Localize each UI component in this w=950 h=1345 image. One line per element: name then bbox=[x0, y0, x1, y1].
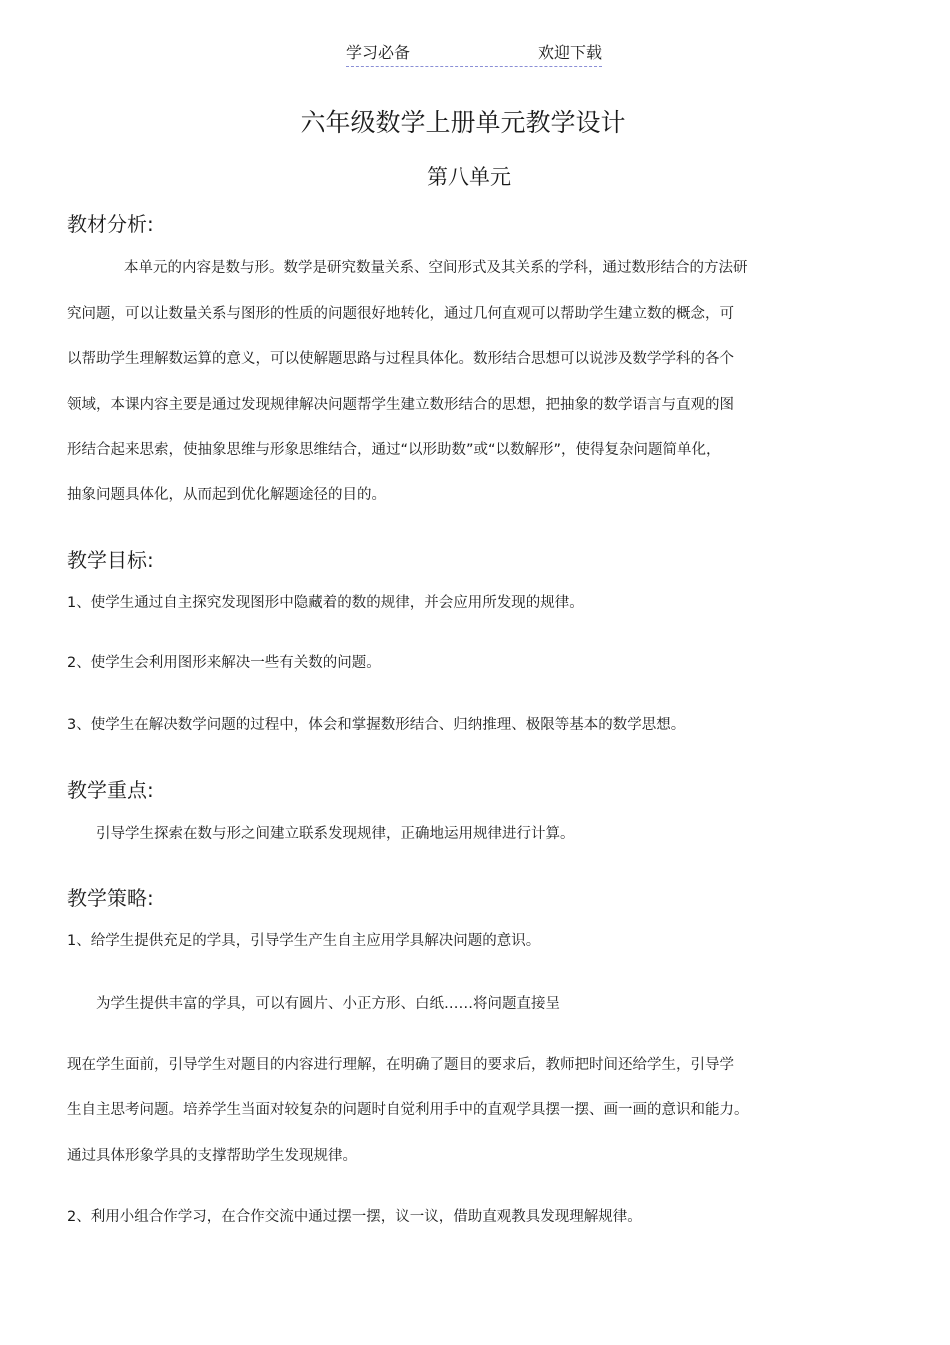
key-points-heading: 教学重点: bbox=[67, 778, 154, 802]
document-title: 六年级数学上册单元教学设计 bbox=[300, 108, 626, 137]
analysis-line-3: 以帮助学生理解数运算的意义，可以使解题思路与过程具体化。数形结合思想可以说涉及数学学科的各个 bbox=[67, 351, 734, 367]
strategy-line-3: 现在学生面前，引导学生对题目的内容进行理解，在明确了题目的要求后，教师把时间还给学生，引导学 bbox=[67, 1057, 734, 1073]
analysis-line-5: 形结合起来思索，使抽象思维与形象思维结合，通过“以形助数”或“以数解形”，使得复杂问题简单化， bbox=[67, 442, 721, 458]
goals-line-1: 1、使学生通过自主探究发现图形中隐藏着的数的规律，并会应用所发现的规律。 bbox=[67, 595, 584, 611]
document-subtitle: 第八单元 bbox=[427, 165, 511, 189]
strategy-line-5: 通过具体形象学具的支撑帮助学生发现规律。 bbox=[67, 1148, 357, 1164]
page-header bbox=[346, 42, 602, 67]
goals-heading: 教学目标: bbox=[67, 548, 154, 572]
analysis-line-1: 本单元的内容是数与形。数学是研究数量关系、空间形式及其关系的学科，通过数形结合的方法研 bbox=[124, 260, 748, 276]
strategy-line-1: 1、给学生提供充足的学具，引导学生产生自主应用学具解决问题的意识。 bbox=[67, 933, 541, 949]
strategy-line-2: 为学生提供丰富的学具，可以有圆片、小正方形、白纸……将问题直接呈 bbox=[96, 996, 560, 1012]
strategy-line-4: 生自主思考问题。培养学生当面对较复杂的问题时自觉利用手中的直观学具摆一摆、画一画的意识和能力。 bbox=[67, 1102, 749, 1118]
analysis-line-4: 领域，本课内容主要是通过发现规律解决问题帮学生建立数形结合的思想，把抽象的数学语言与直观的图 bbox=[67, 397, 734, 413]
key-points-line-1: 引导学生探索在数与形之间建立联系发现规律，正确地运用规律进行计算。 bbox=[96, 826, 575, 842]
strategy-line-6: 2、利用小组合作学习，在合作交流中通过摆一摆，议一议，借助直观教具发现理解规律。 bbox=[67, 1209, 642, 1225]
strategy-heading: 教学策略: bbox=[67, 886, 154, 910]
goals-line-3: 3、使学生在解决数学问题的过程中，体会和掌握数形结合、归纳推理、极限等基本的数学思想。 bbox=[67, 717, 686, 733]
analysis-line-6: 抽象问题具体化，从而起到优化解题途径的目的。 bbox=[67, 487, 386, 503]
analysis-heading: 教材分析: bbox=[67, 212, 154, 236]
analysis-line-2: 究问题，可以让数量关系与图形的性质的问题很好地转化，通过几何直观可以帮助学生建立数的概念，可 bbox=[67, 306, 734, 322]
goals-line-2: 2、使学生会利用图形来解决一些有关数的问题。 bbox=[67, 655, 381, 671]
header-left-text: 学习必备 bbox=[346, 43, 411, 62]
header-right-text: 欢迎下载 bbox=[537, 43, 602, 62]
